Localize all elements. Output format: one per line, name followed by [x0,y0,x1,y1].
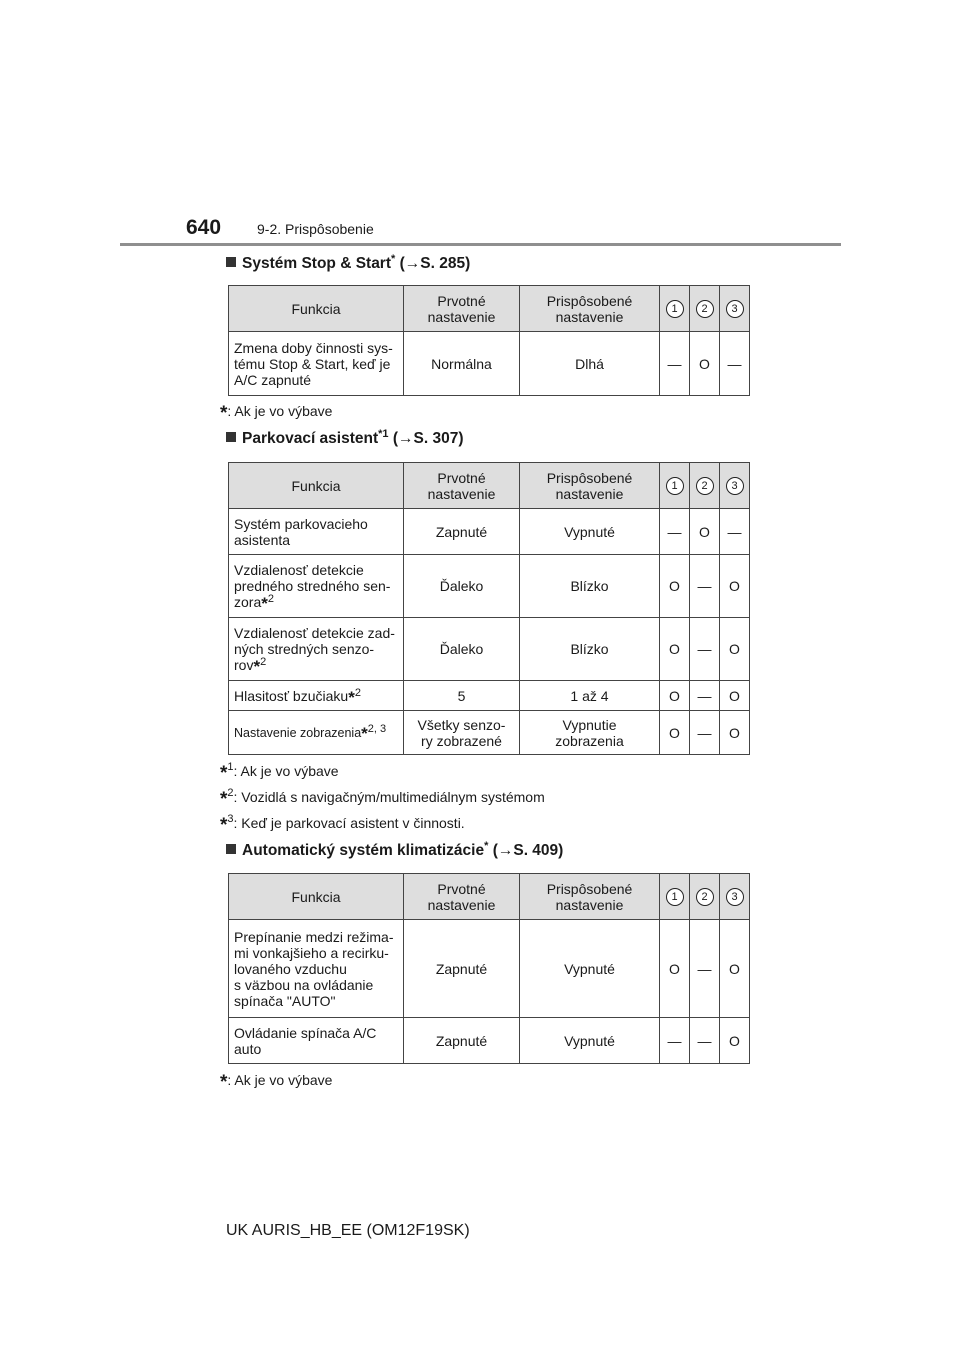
section-heading-stop-start [226,252,471,273]
cell-function: Nastavenie zobrazenia$^{*2, 3}$ [229,711,404,755]
cell-initial: 5 [404,681,520,711]
section-label: 9-2. Prispôsobenie [257,221,374,237]
cell-c2: — [690,711,720,755]
col-3 [720,874,750,920]
table-row [229,555,750,618]
cell-custom: Vypnuté [520,920,660,1018]
header-rule [120,243,841,246]
cell-c1: O [660,920,690,1018]
col-custom: Prispôsobené nastavenie [520,874,660,920]
cell-c3: O [720,618,750,681]
footnote: *: Ak je vo výbave [220,1072,333,1093]
col-initial: Prvotné nastavenie [404,286,520,332]
footnote: *$^2$: Vozidlá s navigačným/multimediálnym systémom [220,787,545,810]
cell-c2: — [690,1018,720,1064]
cell-c2: — [690,555,720,618]
cell-custom: Vypnutie zobrazenia [520,711,660,755]
cell-custom: Blízko [520,618,660,681]
table-row [229,332,750,396]
col-3 [720,463,750,509]
cell-c2: O [690,509,720,555]
cell-function: Ovládanie spínača A/C auto [229,1018,404,1064]
cell-function: Prepínanie medzi režima- mi vonkajšieho a recirku- lovaného vzduchu s väzbou na ovládanie spínača "AUTO" [229,920,404,1018]
table-header-row [229,286,750,332]
cell-function: Hlasitosť bzučiaku$^{*2}$ [229,681,404,711]
heading-ref: (→S. 409) [492,842,564,859]
table-row [229,1018,750,1064]
table-stop-start [228,285,750,396]
cell-c1: O [660,555,690,618]
heading-sup: *1 [378,427,389,440]
circled-2-icon: 2 [696,300,714,318]
square-bullet-icon [226,257,236,267]
heading-ref: (→S. 307) [392,430,464,447]
page-number: 640 [186,216,222,239]
cell-initial: Normálna [404,332,520,396]
table-parking-assist [228,462,750,755]
cell-custom: 1 až 4 [520,681,660,711]
cell-c3: O [720,711,750,755]
col-1 [660,874,690,920]
circled-2-icon: 2 [696,888,714,906]
col-2 [690,286,720,332]
cell-function: Zmena doby činnosti sys- tému Stop & Start, keď je A/C zapnuté [229,332,404,396]
table-row [229,509,750,555]
cell-c3: O [720,1018,750,1064]
col-2 [690,874,720,920]
cell-c2: — [690,618,720,681]
cell-c3: — [720,509,750,555]
cell-custom: Vypnuté [520,509,660,555]
cell-c3: O [720,920,750,1018]
col-initial: Prvotné nastavenie [404,463,520,509]
cell-function: Vzdialenosť detekcie predného stredného sen- zora$^{*2}$ [229,555,404,618]
circled-2-icon: 2 [696,477,714,495]
cell-initial: Zapnuté [404,1018,520,1064]
cell-c1: — [660,509,690,555]
cell-initial: Zapnuté [404,920,520,1018]
footnote: *: Ak je vo výbave [220,403,333,424]
table-row [229,920,750,1018]
cell-function: Systém parkovacieho asistenta [229,509,404,555]
cell-initial: Zapnuté [404,509,520,555]
cell-c3: O [720,555,750,618]
heading-title: Automatický systém klimatizácie [242,842,485,859]
table-row [229,618,750,681]
table-header-row [229,463,750,509]
heading-sup: * [484,839,489,852]
cell-function: Vzdialenosť detekcie zad- ných stredných senzo- rov$^{*2}$ [229,618,404,681]
circled-1-icon: 1 [666,300,684,318]
cell-c1: — [660,1018,690,1064]
cell-c2: — [690,681,720,711]
cell-initial: Ďaleko [404,555,520,618]
document-code: UK AURIS_HB_EE (OM12F19SK) [226,1222,470,1239]
heading-title: Systém Stop & Start [242,255,392,272]
section-heading-climate [226,839,564,860]
cell-custom: Vypnuté [520,1018,660,1064]
heading-title: Parkovací asistent [242,430,379,447]
table-header-row [229,874,750,920]
cell-c1: O [660,681,690,711]
heading-ref: (→S. 285) [399,255,471,272]
table-row [229,681,750,711]
table-row [229,711,750,755]
section-heading-parking-assist [226,427,464,448]
col-3 [720,286,750,332]
cell-initial: Všetky senzo- ry zobrazené [404,711,520,755]
circled-3-icon: 3 [726,888,744,906]
col-custom: Prispôsobené nastavenie [520,463,660,509]
circled-3-icon: 3 [726,300,744,318]
cell-c1: O [660,711,690,755]
cell-c3: — [720,332,750,396]
table-climate [228,873,750,1064]
footnote: *$^3$: Keď je parkovací asistent v činnosti. [220,813,465,836]
cell-c2: O [690,332,720,396]
cell-custom: Dlhá [520,332,660,396]
col-2 [690,463,720,509]
footnote: *$^1$: Ak je vo výbave [220,761,339,784]
col-1 [660,286,690,332]
cell-custom: Blízko [520,555,660,618]
circled-1-icon: 1 [666,888,684,906]
cell-c3: O [720,681,750,711]
heading-sup: * [391,252,396,265]
col-function: Funkcia [229,286,404,332]
col-function: Funkcia [229,874,404,920]
col-custom: Prispôsobené nastavenie [520,286,660,332]
square-bullet-icon [226,844,236,854]
cell-c2: — [690,920,720,1018]
circled-1-icon: 1 [666,477,684,495]
col-1 [660,463,690,509]
cell-c1: — [660,332,690,396]
col-function: Funkcia [229,463,404,509]
cell-c1: O [660,618,690,681]
col-initial: Prvotné nastavenie [404,874,520,920]
cell-initial: Ďaleko [404,618,520,681]
square-bullet-icon [226,432,236,442]
circled-3-icon: 3 [726,477,744,495]
